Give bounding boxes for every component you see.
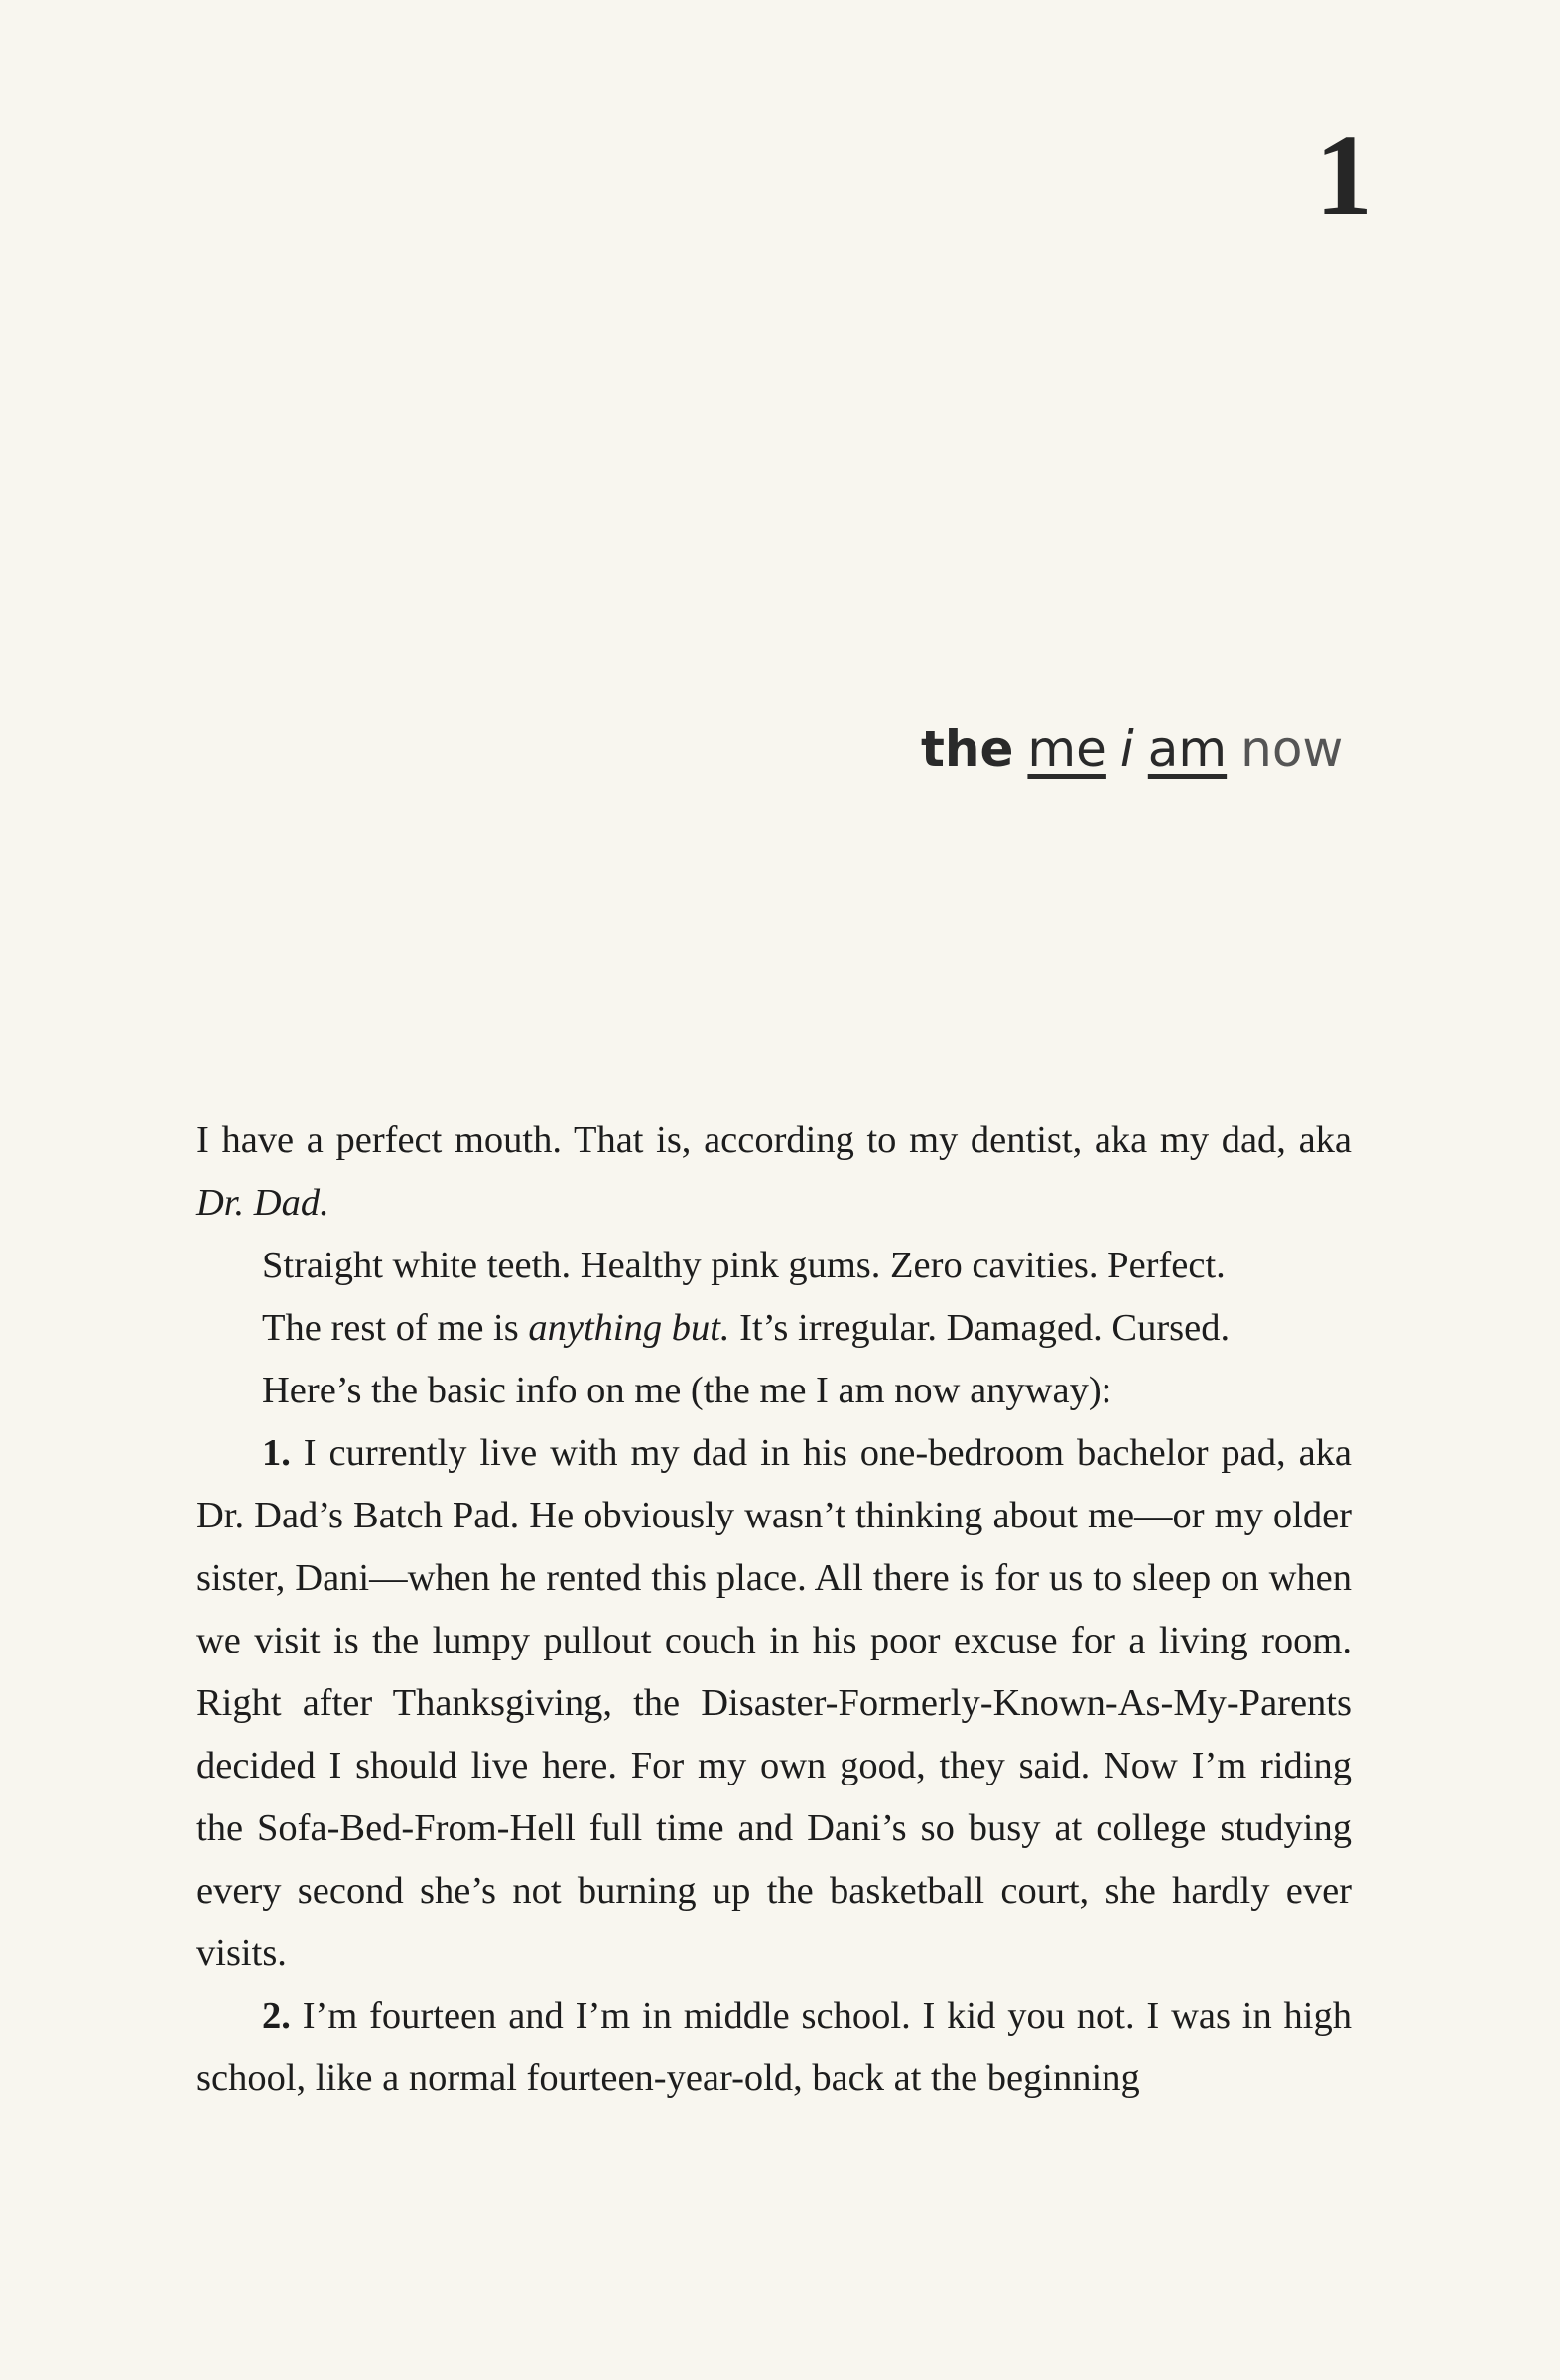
list-item-2 [196, 1985, 1352, 2110]
list-item-1-text: I currently live with my dad in his one-bedroom bachelor pad, aka Dr. Dad’s Batch Pad. He obviously wasn’t thinking about me—or my older sister, Dani—when he rented this place. All there is for us to sleep on when we visit is the lumpy pullout couch in his poor excuse for a living room. Right after Thanksgiving, the Disaster-Formerly-Known-As-My-Parents decided I should live here. For my own good, they said. Now I’m riding the Sofa-Bed-From-Hell full time and Dani’s so busy at college studying every second she’s not burning up the basketball court, she hardly ever visits. [196, 1432, 1352, 1974]
paragraph-4 [196, 1360, 1352, 1422]
paragraph-3-emphasis: anything but. [528, 1307, 730, 1349]
chapter-number: 1 [1315, 110, 1371, 240]
list-item-1-number: 1. [262, 1432, 291, 1474]
paragraph-1-emphasis: Dr. Dad. [196, 1182, 329, 1224]
paragraph-1-text: I have a perfect mouth. That is, according to my dentist, aka my dad, aka [196, 1120, 1352, 1161]
chapter-title-word-i: i [1119, 721, 1134, 778]
list-item-1 [196, 1422, 1352, 1985]
chapter-title-word-the: the [921, 721, 1014, 778]
paragraph-3 [196, 1297, 1352, 1360]
paragraph-2-text: Straight white teeth. Healthy pink gums. Zero cavities. Perfect. [262, 1245, 1226, 1286]
paragraph-3-text-before: The rest of me is [262, 1307, 529, 1349]
chapter-title-word-now: now [1240, 721, 1344, 778]
paragraph-1 [196, 1110, 1352, 1235]
chapter-title [921, 721, 1357, 778]
chapter-title-word-am: am [1147, 721, 1228, 778]
list-item-2-number: 2. [262, 1995, 291, 2037]
chapter-title-word-me: me [1027, 721, 1106, 778]
body-text [196, 1110, 1352, 2110]
paragraph-2 [196, 1235, 1352, 1297]
paragraph-3-text-after: It’s irregular. Damaged. Cursed. [729, 1307, 1231, 1349]
paragraph-4-text: Here’s the basic info on me (the me I am now anyway): [262, 1370, 1112, 1411]
list-item-2-text: I’m fourteen and I’m in middle school. I kid you not. I was in high school, like a normal fourteen-year-old, back at the beginning [196, 1995, 1352, 2099]
